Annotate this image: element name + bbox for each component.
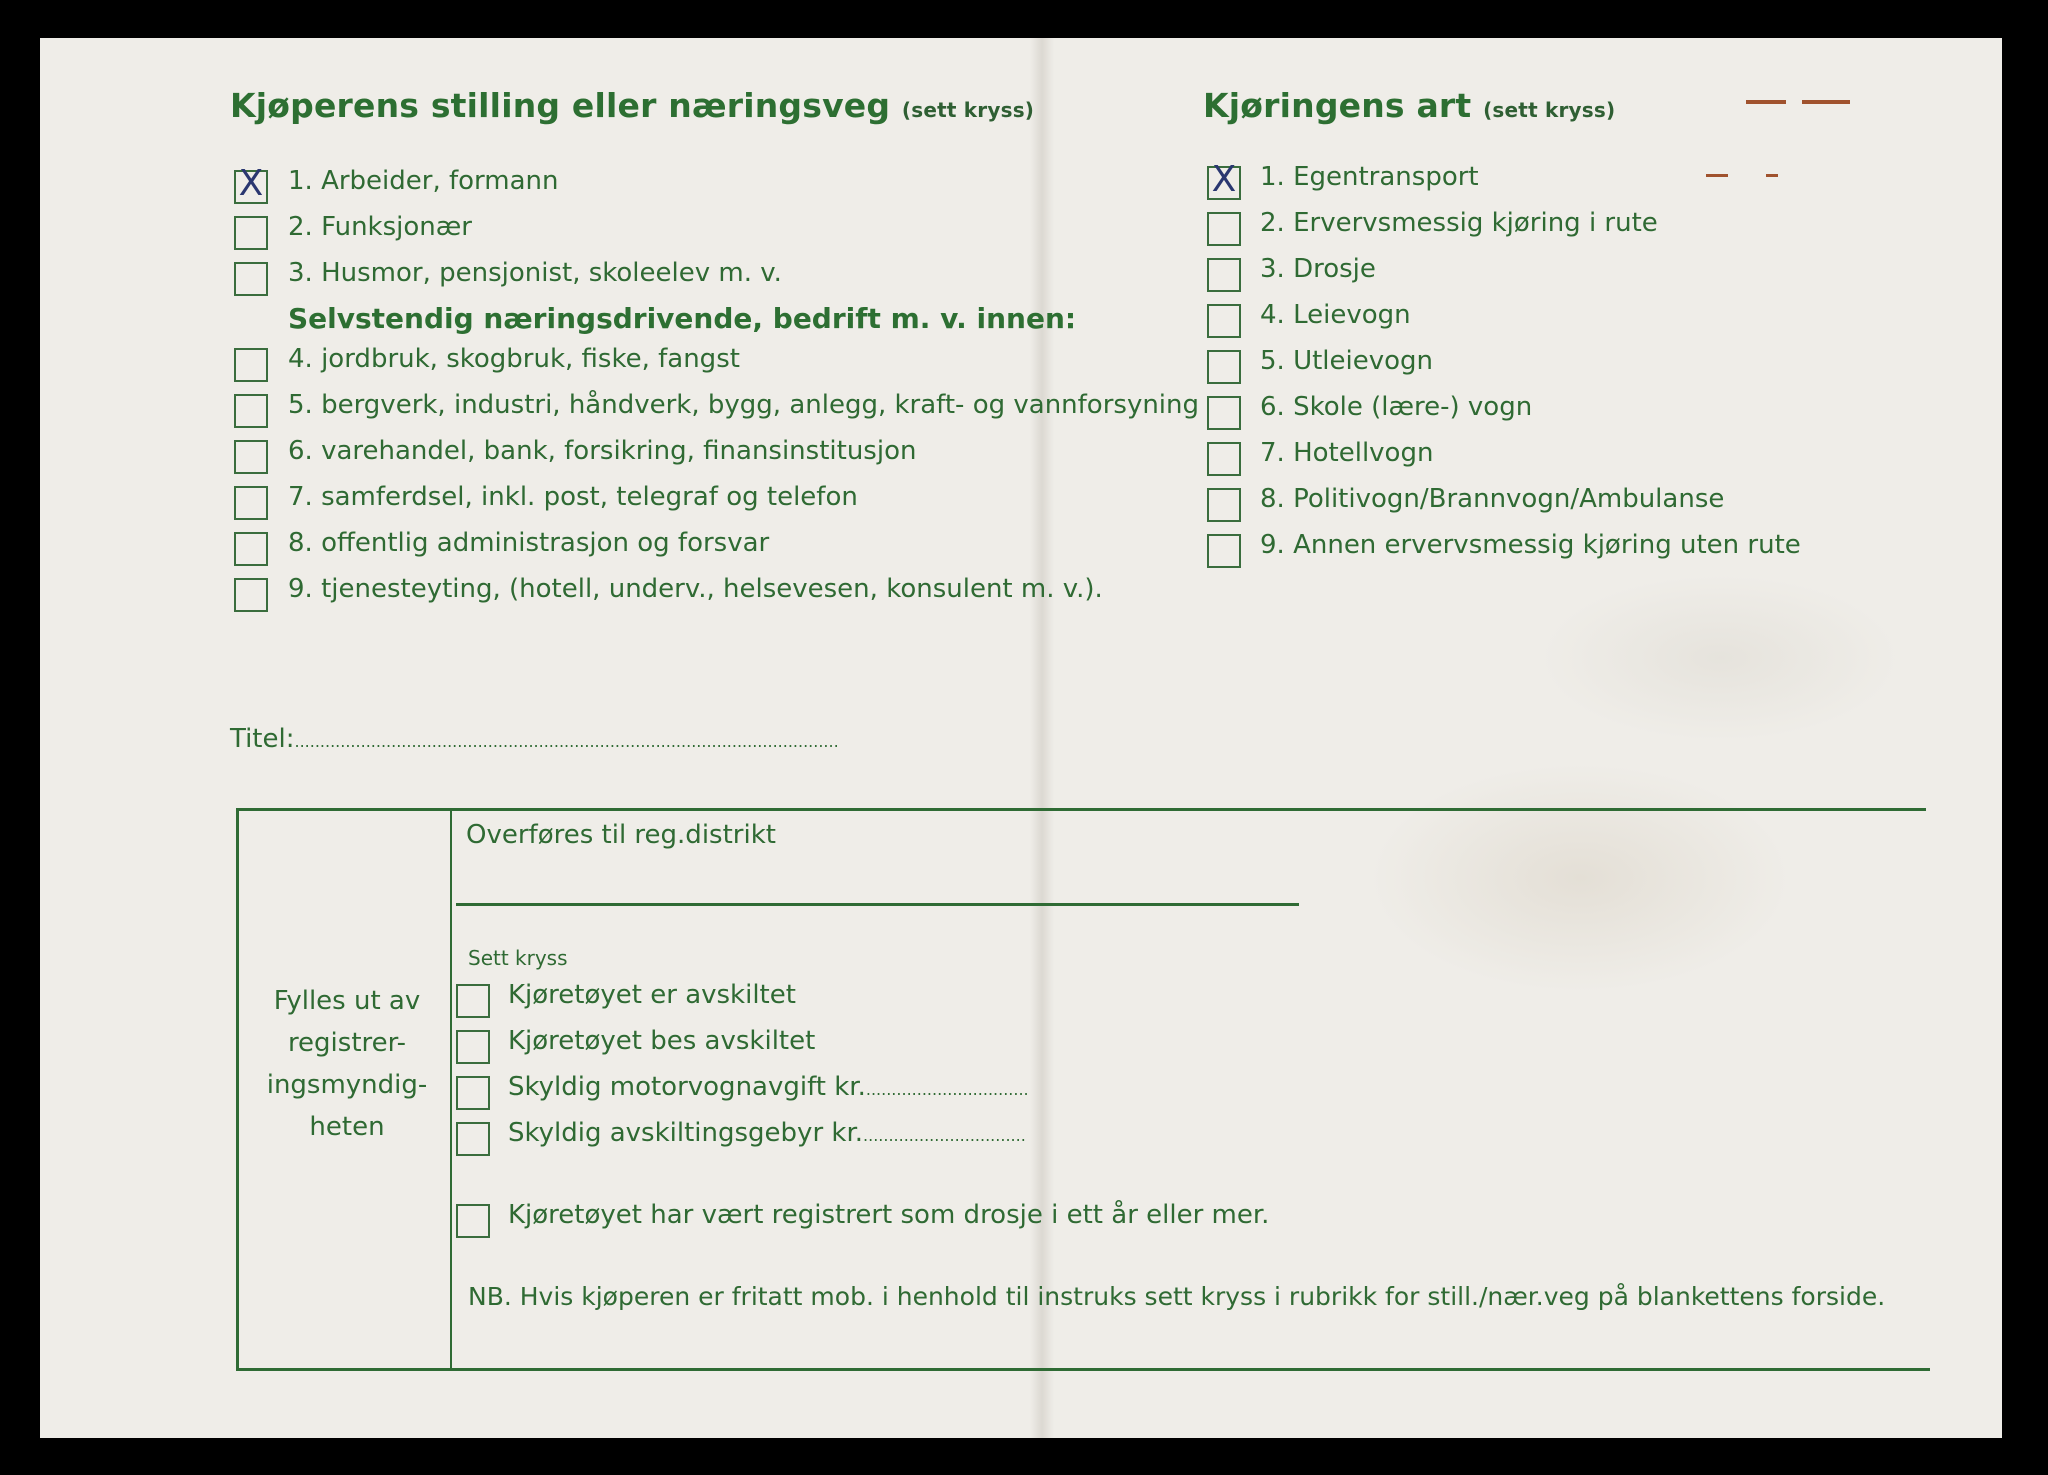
occupation-label-8: 8. offentlig administrasjon og forsvar: [288, 528, 770, 558]
registry-check-label-4: [508, 1118, 1026, 1148]
form-sheet: [40, 38, 2002, 1438]
occupation-label-3: 3. Husmor, pensjonist, skoleelev m. v.: [288, 258, 782, 288]
registry-checkbox-3[interactable]: [456, 1076, 490, 1110]
registry-checkbox-2[interactable]: [456, 1030, 490, 1064]
check-mark-icon: X: [238, 163, 264, 204]
occupation-label-4: 4. jordbruk, skogbruk, fiske, fangst: [288, 344, 740, 374]
driving-checkbox-8[interactable]: [1207, 488, 1241, 522]
driving-label-3: 3. Drosje: [1260, 254, 1376, 284]
occupation-checkbox-9[interactable]: [234, 578, 268, 612]
driving-checkbox-7[interactable]: [1207, 442, 1241, 476]
transfer-line: [456, 903, 1299, 906]
drosje-label: Kjøretøyet har vært registrert som drosje i ett år eller mer.: [508, 1200, 1270, 1230]
left-subheading: Selvstendig næringsdrivende, bedrift m. v. innen:: [288, 302, 1077, 335]
title-field[interactable]: [230, 724, 839, 754]
right-heading-text: Kjøringens art: [1203, 86, 1472, 125]
transfer-label: Overføres til reg.distrikt: [466, 820, 776, 850]
title-label: Titel:: [230, 724, 295, 754]
occupation-checkbox-6[interactable]: [234, 440, 268, 474]
occupation-label-9: 9. tjenesteyting, (hotell, underv., helsevesen, konsulent m. v.).: [288, 574, 1103, 604]
decorative-mark: [1706, 174, 1728, 177]
driving-checkbox-5[interactable]: [1207, 350, 1241, 384]
occupation-label-5: 5. bergverk, industri, håndverk, bygg, anlegg, kraft- og vannforsyning: [288, 390, 1200, 420]
right-heading-hint: (sett kryss): [1483, 98, 1616, 122]
occupation-label-6: 6. varehandel, bank, forsikring, finansinstitusjon: [288, 436, 917, 466]
occupation-label-1: 1. Arbeider, formann: [288, 166, 559, 196]
box-left-line: [236, 808, 239, 1371]
registry-checkbox-4[interactable]: [456, 1122, 490, 1156]
check-mark-icon: X: [1211, 159, 1237, 200]
box-top-line: [236, 808, 1926, 811]
box-bottom-line: [236, 1368, 1930, 1371]
left-heading-text: Kjøperens stilling eller næringsveg: [230, 86, 891, 125]
registry-check-label-3: [508, 1072, 1029, 1102]
registry-check-label-1: [508, 980, 796, 1010]
driving-checkbox-4[interactable]: [1207, 304, 1241, 338]
occupation-checkbox-1[interactable]: [234, 163, 268, 204]
driving-checkbox-3[interactable]: [1207, 258, 1241, 292]
amount-dots[interactable]: ................................: [865, 1080, 1029, 1099]
registry-check-label-2: [508, 1026, 815, 1056]
registry-check-text: Kjøretøyet er avskiltet: [508, 980, 796, 1010]
decorative-mark: [1802, 100, 1850, 104]
registry-checkbox-1[interactable]: [456, 984, 490, 1018]
sett-kryss-label: Sett kryss: [468, 946, 568, 970]
registry-check-text: Kjøretøyet bes avskiltet: [508, 1026, 816, 1056]
decorative-mark: [1766, 174, 1778, 177]
amount-dots[interactable]: ................................: [863, 1126, 1026, 1145]
driving-label-4: 4. Leievogn: [1260, 300, 1411, 330]
driving-checkbox-2[interactable]: [1207, 212, 1241, 246]
title-dots: ...........................................................................................................: [294, 732, 839, 751]
left-heading-hint: (sett kryss): [901, 98, 1035, 122]
right-heading: [1203, 86, 1615, 125]
drosje-checkbox[interactable]: [456, 1204, 490, 1238]
driving-label-1: 1. Egentransport: [1260, 162, 1479, 192]
occupation-checkbox-3[interactable]: [234, 262, 268, 296]
driving-label-5: 5. Utleievogn: [1260, 346, 1434, 376]
occupation-checkbox-4[interactable]: [234, 348, 268, 382]
registry-side-label: Fylles ut av registrer- ingsmyndig- heten: [266, 986, 428, 1142]
registry-check-text: Skyldig avskiltingsgebyr kr.: [508, 1118, 864, 1148]
occupation-checkbox-7[interactable]: [234, 486, 268, 520]
driving-label-2: 2. Ervervsmessig kjøring i rute: [1260, 208, 1658, 238]
occupation-label-7: 7. samferdsel, inkl. post, telegraf og telefon: [288, 482, 858, 512]
driving-label-6: 6. Skole (lære-) vogn: [1260, 392, 1533, 422]
driving-checkbox-9[interactable]: [1207, 534, 1241, 568]
driving-label-9: 9. Annen ervervsmessig kjøring uten rute: [1260, 530, 1801, 560]
left-heading: [230, 86, 1034, 125]
decorative-mark: [1746, 100, 1786, 104]
driving-label-8: 8. Politivogn/Brannvogn/Ambulanse: [1260, 484, 1725, 514]
registry-check-text: Skyldig motorvognavgift kr.: [508, 1072, 866, 1102]
box-divider-line: [450, 808, 452, 1371]
driving-checkbox-6[interactable]: [1207, 396, 1241, 430]
driving-label-7: 7. Hotellvogn: [1260, 438, 1434, 468]
driving-checkbox-1[interactable]: [1207, 159, 1241, 200]
occupation-checkbox-8[interactable]: [234, 532, 268, 566]
occupation-label-2: 2. Funksjonær: [288, 212, 472, 242]
occupation-checkbox-2[interactable]: [234, 216, 268, 250]
occupation-checkbox-5[interactable]: [234, 394, 268, 428]
note-text: NB. Hvis kjøperen er fritatt mob. i henhold til instruks sett kryss i rubrikk for still./nær.veg på blankettens forside.: [468, 1282, 1886, 1311]
